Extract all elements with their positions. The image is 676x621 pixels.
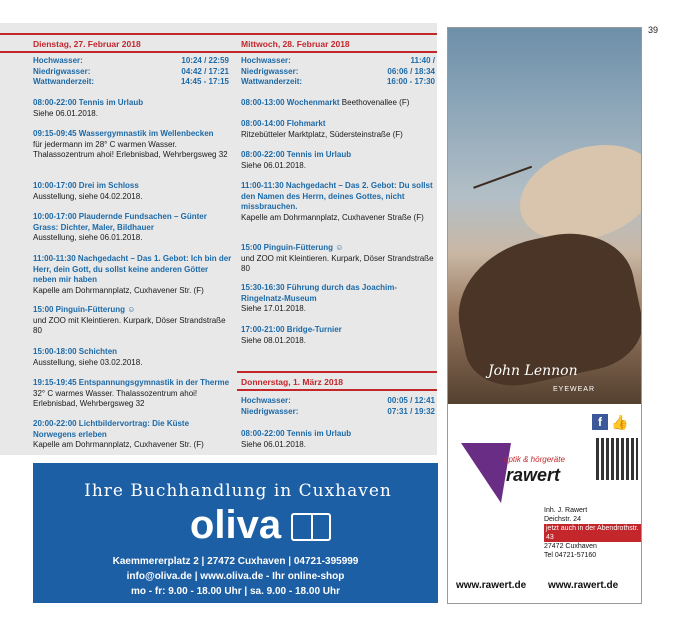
- event-item: 11:00-11:30 Nachgedacht – Das 2. Gebot: Du sollst den Namen des Herrn, deines Gottes, nicht missbrauchen. Kapelle am Dohrmannplatz, Cuxhavener Straße (F): [241, 181, 433, 222]
- event-item: 08:00-22:00 Tennis im Urlaub Siehe 06.01.2018.: [33, 98, 144, 118]
- event-item: 08:00-22:00 Tennis im Urlaub Siehe 06.01.2018.: [241, 429, 352, 449]
- event-item: 08:00-13:00 Wochenmarkt Beethovenallee (F): [241, 98, 410, 107]
- events-column-wednesday: [237, 23, 437, 455]
- facebook-icon: f: [592, 414, 608, 430]
- event-item: 10:00-17:00 Drei im Schloss Ausstellung, siehe 04.02.2018.: [33, 181, 143, 201]
- tide-row: Wattwanderzeit: 14:45 - 17:15: [33, 77, 229, 86]
- tide-table: [241, 396, 435, 417]
- day-heading: Donnerstag, 1. März 2018: [237, 371, 437, 391]
- event-item: 08:00-22:00 Tennis im Urlaub Siehe 06.01.2018.: [241, 150, 352, 170]
- triangle-shape: [461, 443, 511, 503]
- event-item: 15:00-18:00 Schichten Ausstellung, siehe 03.02.2018.: [33, 347, 143, 367]
- tide-row: Niedrigwasser: 07:31 / 19:32: [241, 406, 435, 416]
- event-item: 08:00-14:00 Flohmarkt Ritzebütteler Marktplatz, Südersteinstraße (F): [241, 119, 403, 139]
- events-column-tuesday: [0, 23, 237, 455]
- eyewear-label: EYEWEAR: [553, 386, 596, 393]
- event-item: 20:00-22:00 Lichtbildervortrag: Die Küste Norwegens erleben Kapelle am Dohrmannplatz, Cuxhavener Str. (F): [33, 419, 204, 450]
- oliva-advertisement: [33, 463, 438, 603]
- event-item: 09:15-09:45 Wassergymnastik im Wellenbecken für jedermann im 28° C warmen Wasser. Thalassozentrum ahoi! Erlebnisbad, Wehrbergsweg 32: [33, 129, 228, 160]
- tide-row: Wattwanderzeit: 16:00 - 17:30: [241, 77, 435, 86]
- tide-row: Niedrigwasser: 04:42 / 17:21: [33, 66, 229, 76]
- eyewear-photo: [448, 28, 641, 404]
- page-number: 39: [648, 25, 659, 35]
- social-icons: [592, 414, 629, 430]
- event-item: 15:00 Pinguin-Fütterung ☺ und ZOO mit Kleintieren. Kurpark, Döser Strandstraße 80: [33, 305, 226, 336]
- ad-contact[interactable]: info@oliva.de | www.oliva.de - Ihr online-shop: [126, 571, 345, 582]
- tide-table: [33, 56, 229, 88]
- event-item: 17:00-21:00 Bridge-Turnier Siehe 08.01.2018.: [241, 325, 342, 345]
- ad-hours: mo - fr: 9.00 - 18.00 Uhr | sa. 9.00 - 18.00 Uhr: [131, 586, 340, 597]
- ad-slogan: Ihre Buchhandlung in Cuxhaven: [84, 481, 392, 501]
- tide-table: [241, 56, 435, 88]
- tide-row: Hochwasser: 11:40 /: [241, 56, 435, 65]
- qr-code-icon: [596, 438, 638, 480]
- book-icon: [291, 513, 331, 541]
- oliva-logo: oliva: [189, 503, 282, 547]
- event-item: 15:00 Pinguin-Fütterung ☺ und ZOO mit Kleintieren. Kurpark, Döser Strandstraße 80: [241, 243, 434, 274]
- ad-address: Kaemmererplatz 2 | 27472 Cuxhaven | 04721-395999: [112, 556, 359, 567]
- website-link[interactable]: www.rawert.de: [456, 580, 527, 591]
- thumbs-up-icon: 👍: [611, 414, 629, 430]
- event-item: 15:30-16:30 Führung durch das Joachim-Ringelnatz-Museum Siehe 17.01.2018.: [241, 283, 398, 314]
- tide-row: Hochwasser: 10:24 / 22:59: [33, 56, 229, 65]
- store-info: Inh. J. Rawert Deichstr. 24 jetzt auch in der Abendrothstr. 43 27472 Cuxhaven Tel 04721-57160: [544, 506, 641, 560]
- signature: John Lennon: [488, 363, 578, 379]
- website-link[interactable]: www.rawert.de: [548, 580, 619, 591]
- tide-row: Niedrigwasser: 06:06 / 18:34: [241, 66, 435, 76]
- event-item: 11:00-11:30 Nachgedacht – Das 1. Gebot: Ich bin der Herr, dein Gott, du sollst keine anderen Götter neben mir haben Kapelle am Dohrmannplatz, Cuxhavener Str. (F): [33, 254, 232, 295]
- day-heading: Mittwoch, 28. Februar 2018: [237, 33, 437, 53]
- event-item: 19:15-19:45 Entspannungsgymnastik in der Therme 32° C warmes Wasser. Thalassozentrum ahoi! Erlebnisbad, Wehrbergsweg 32: [33, 378, 230, 409]
- rawert-advertisement: [447, 27, 642, 604]
- tide-row: Hochwasser: 00:05 / 12:41: [241, 396, 435, 405]
- day-heading: Dienstag, 27. Februar 2018: [0, 33, 237, 53]
- rawert-logo: optik & hörgeräte rawert: [456, 433, 596, 518]
- event-item: 10:00-17:00 Plaudernde Fundsachen – Günter Grass: Dichter, Maler, Bildhauer Ausstellung, siehe 06.01.2018.: [33, 212, 207, 243]
